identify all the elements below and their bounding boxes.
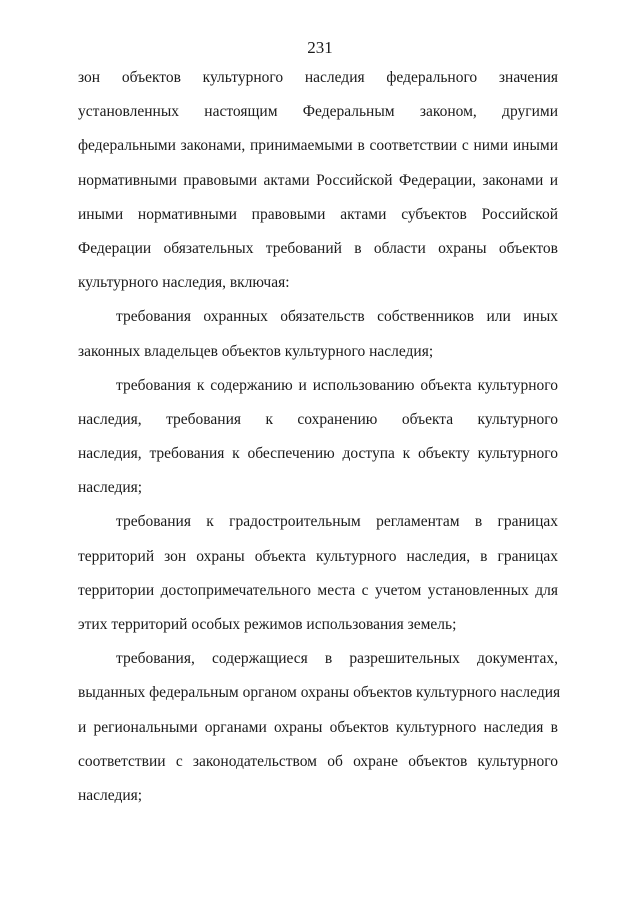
text-line: выданных федеральным органом охраны объектов культурного наследия [78, 684, 561, 702]
text-line: федеральными законами, принимаемыми в соответствии с ними иными [78, 137, 558, 155]
text-line: зон объектов культурного наследия федерального значения [78, 69, 558, 86]
text-line: этих территорий особых режимов использования земель; [78, 616, 457, 633]
text-line: территорий зон охраны объекта культурного наследия, в границах [78, 547, 558, 565]
text-line: и региональными органами охраны объектов культурного наследия в [78, 718, 558, 736]
paragraph-first-line: требования к градостроительным регламентам в границах [116, 513, 558, 531]
paragraph-first-line: требования охранных обязательств собственников или иных [116, 308, 558, 326]
text-line: наследия; [78, 786, 143, 804]
text-line: законных владельцев объектов культурного наследия; [78, 342, 434, 360]
body-text [78, 68, 561, 820]
text-line: нормативными правовыми актами Российской Федерации, законами и [78, 171, 558, 189]
text-line: территории достопримечательного места с учетом установленных для [78, 581, 558, 599]
text-line: наследия, требования к обеспечению доступа к объекту культурного [78, 445, 558, 463]
text-line: установленных настоящим Федеральным законом, другими [78, 103, 558, 121]
text-line: культурного наследия, включая: [78, 274, 290, 292]
text-line: иными нормативными правовыми актами субъектов Российской [78, 205, 558, 223]
text-line: соответствии с законодательством об охране объектов культурного [78, 752, 558, 770]
text-line: наследия, требования к сохранению объекта культурного [78, 410, 558, 428]
text-line: наследия; [78, 479, 143, 497]
paragraph-first-line: требования к содержанию и использованию объекта культурного [116, 376, 558, 394]
page-number: 231 [307, 38, 333, 57]
text-line: Федерации обязательных требований в области охраны объектов [78, 239, 558, 257]
paragraph-first-line: требования, содержащиеся в разрешительных документах, [116, 650, 558, 668]
